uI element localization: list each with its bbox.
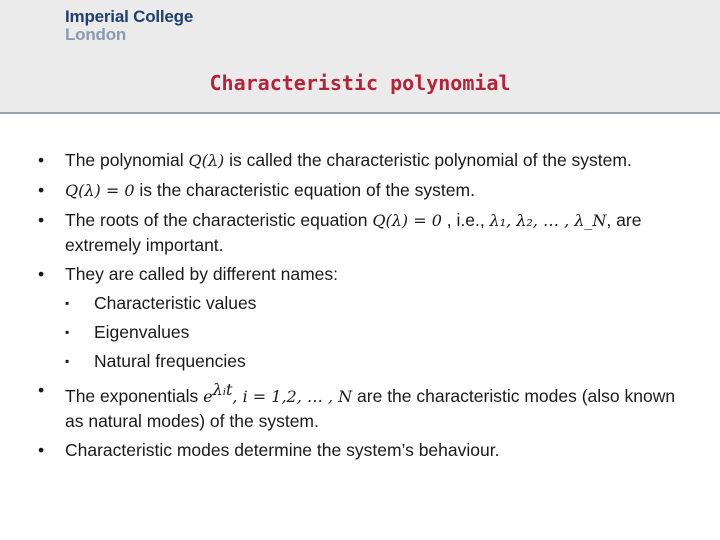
bullet-text: Characteristic modes determine the system’s behaviour.	[65, 439, 500, 460]
slide-title: Characteristic polynomial	[209, 71, 511, 95]
bullet-item	[38, 438, 688, 462]
bullet-text: , are extremely important.	[65, 210, 642, 255]
exponent: λᵢt	[212, 380, 233, 399]
bullet-icon: •	[38, 150, 45, 170]
bullet-text: are the characteristic modes (also known as natural modes) of the system.	[65, 385, 676, 431]
sub-bullet-item	[38, 291, 688, 315]
bullet-text: is the characteristic equation of the system.	[134, 180, 475, 200]
math-expression: Q(λ)	[188, 151, 225, 170]
bullet-text: is called the characteristic polynomial of the system.	[224, 150, 632, 170]
sub-bullet-text: Characteristic values	[94, 293, 257, 313]
logo-line-2: London	[65, 25, 127, 44]
logo-line-1: Imperial College	[65, 7, 194, 26]
bullet-text: , i.e.,	[441, 210, 490, 230]
roots-expression: λ₁, λ₂, … , λ_N	[489, 211, 607, 230]
imperial-college-logo	[65, 8, 193, 44]
bullet-text: The polynomial	[65, 150, 189, 170]
bullet-text: They are called by different names:	[65, 264, 339, 284]
bullet-text: The exponentials	[65, 385, 204, 406]
math-expression: Q(λ) = 0	[372, 211, 442, 230]
sub-bullet-text: Natural frequencies	[94, 351, 246, 371]
bullet-item	[38, 178, 688, 203]
sub-bullet-item	[38, 320, 688, 344]
square-bullet-icon: ▪	[65, 325, 70, 339]
bullet-icon: •	[38, 180, 45, 200]
bullet-icon: •	[38, 210, 45, 230]
bullet-icon: •	[38, 264, 45, 284]
square-bullet-icon: ▪	[65, 296, 70, 310]
index-range: , i = 1,2, … , N	[232, 386, 353, 406]
sub-bullet-text: Eigenvalues	[94, 322, 190, 342]
math-expression: Q(λ) = 0	[65, 181, 135, 200]
bullet-icon: •	[38, 439, 45, 460]
bullet-text: The roots of the characteristic equation	[65, 210, 373, 230]
bullet-item	[38, 148, 688, 173]
slide-header	[0, 0, 720, 114]
sub-bullet-item	[38, 349, 688, 373]
bullet-icon: •	[38, 380, 45, 400]
exponential-base: e	[203, 386, 213, 406]
bullet-item	[38, 262, 688, 286]
bullet-item	[38, 208, 688, 257]
slide-body	[38, 148, 688, 467]
square-bullet-icon: ▪	[65, 354, 70, 368]
bullet-item	[38, 378, 688, 433]
